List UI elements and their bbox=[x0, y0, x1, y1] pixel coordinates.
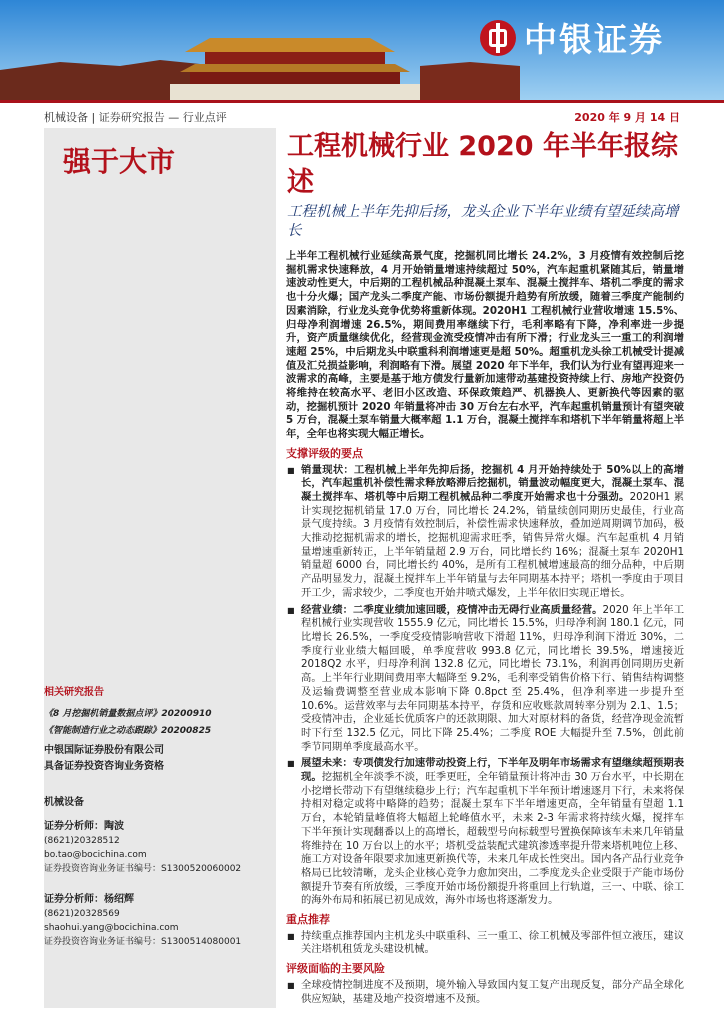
picks-text: 持续重点推荐国内主机龙头中联重科、三一重工、徐工机械及零部件恒立液压，建议关注塔机租赁龙头建设机械。 bbox=[301, 929, 684, 956]
risks-item bbox=[286, 979, 684, 1006]
analyst-name: 杨绍辉 bbox=[104, 894, 134, 905]
rating-label: 强于大市 bbox=[62, 145, 175, 178]
bullet-icon: ■ bbox=[287, 605, 295, 615]
risks-heading: 评级面临的主要风险 bbox=[286, 962, 385, 976]
bullet-icon: ■ bbox=[287, 759, 295, 769]
firm-qualification: 具备证券投资咨询业务资格 bbox=[44, 761, 164, 772]
analyst-cert: 证券投资咨询业务证书编号：S1300514080001 bbox=[44, 937, 242, 947]
bullet-icon: ■ bbox=[287, 931, 295, 941]
support-item-lead: 销量现状：工程机械上半年先抑后扬，挖掘机 4 月开始持续处于 50%以上的高增长，汽车起重机补偿性需求释放略滞后挖掘机，销量波动幅度更大，混凝土泵车、混凝土搅拌车、塔机等中后期工程机械品种二季度开始需求也十分强劲。 bbox=[301, 463, 684, 503]
main-content bbox=[286, 250, 684, 1009]
support-item bbox=[286, 464, 684, 601]
analyst-phone: (8621)20328569 bbox=[44, 909, 120, 919]
analyst-phone: (8621)20328512 bbox=[44, 836, 120, 846]
firm-info bbox=[44, 743, 276, 775]
industry-category: 机械设备 bbox=[44, 797, 84, 808]
support-item-body: 2020 年上半年工程机械行业实现营收 1555.9 亿元，同比增长 15.5%，归母净利润 180.1 亿元，同比增长 26.5%，一季度受疫情影响营收下滑超 11%，归母净利润下滑近 30%，二季度行业业绩大幅回暖，单季度营收 993.8 亿元，同比增长 39.5%，增速接近 2018Q2 水平，归母净利润 132.8 亿元，同比增长 73.1%，利润再创同期历史新高。上半年行业期间费用率大幅降至 9.2%，毛利率受销售价格下行、销售结构调整及运输费调整至营业成本影响下降 0.8pct 至 25.4%，但净利率进一步提升至 10.6%。运营效率与去年同期基本持平，存货和应收账款周转率分别为 2.1、1.5；受疫情冲击，企业延长优质客户的还款期限、加大对原材料的备货，经营净现金流暂时下行至 132.5 亿元，同比下降 25.4%；二季度 ROE 大幅提升至 7.5%，创此前季节同期单季度最高水平。 bbox=[301, 603, 684, 753]
analyst-block bbox=[44, 820, 276, 876]
analyst-name: 陶波 bbox=[104, 821, 124, 832]
bullet-icon: ■ bbox=[287, 980, 295, 990]
breadcrumb: 机械设备 | 证券研究报告 — 行业点评 bbox=[44, 111, 227, 124]
analyst-cert: 证券投资咨询业务证书编号：S1300520060002 bbox=[44, 864, 242, 874]
summary-paragraph: 上半年工程机械行业延续高景气度，挖掘机同比增长 24.2%，3 月疫情有效控制后挖掘机需求快速释放，4 月开始销量增速持续超过 50%，汽车起重机紧随其后，销量增速波动性更大，中后期的工程机械品种混凝土泵车、混凝土搅拌车、塔机二季度的需求也十分火爆；国产龙头二季度产能、市场份额提升趋势有所放缓，随着三季度产能制约因素消除，行业龙头竞争优势将重新体现。2020H1 工程机械行业营收增速 15.5%、归母净利润增速 26.5%，期间费用率继续下行，毛利率略有下降，净利率进一步提升，资产质量继续优化，经营现金流受疫情冲击有所下滑；行业龙头三一重工的利润增速超 25%，中后期龙头中联重科利润增速更是超 50%。超重机龙头徐工机械受计提减值及汇兑损益影响，利润略有下滑。展望 2020 年下半年，我们认为行业有望再迎来一波需求的高峰，主要是基于地方债发行量新加速带动基建投资持续上行、房地产投资仍将维持在较高水平、老旧小区改造、环保政策趋严、机器换人、更新换代等因素的驱动，挖掘机预计 2020 年销量将冲击 30 万台左右水平，汽车起重机销量预计有望突破 5 万台，混凝土泵车销量大概率超 1.1 万台，混凝土搅拌车和塔机下半年销量将超上半年，全年也将实现大幅正增长。 bbox=[286, 250, 684, 441]
bullet-icon: ■ bbox=[287, 465, 295, 475]
picks-item bbox=[286, 930, 684, 957]
analyst-block bbox=[44, 893, 276, 949]
support-item-lead: 经营业绩：二季度业绩加速回暖，疫情冲击无碍行业高质量经营。 bbox=[301, 603, 603, 616]
firm-name: 中银国际证券股份有限公司 bbox=[44, 745, 164, 756]
support-item-body: 挖掘机全年淡季不淡，旺季更旺，全年销量预计将冲击 30 万台水平，中长期在小挖增长带动下有望继续稳步上行；汽车起重机下半年预计增速逐月下行，未来将保持相对稳定或将中略降的趋势；混凝土泵车下半年增速更高，全年销量有望超 1.1 万台，本轮销量峰值将大幅超上轮峰值水平，未来 2-3 年需求将持续火爆，搅拌车下半年预计实现翻番以上的高增长，超载型号向标载型号置换保障该车未来几年销量将维持在 10 万台以上的水平；塔机受益装配式建筑渗透率提升带来塔机吨位上移、施工方对设备年限要求加速更新换代等，未来几年成长性突出。国内各产品行业竞争格局已比较清晰，龙头企业核心竞争力愈加突出，二季度龙头企业受限于产能市场份额提升节奏有所放缓，三季度开始市场份额提升将重回上行轨道，三一、中联、徐工的海外布局和拓展已初见成效，海外市场也将逐渐发力。 bbox=[301, 771, 684, 907]
related-report-link[interactable]: 《8 月挖掘机销量数据点评》20200910 bbox=[44, 709, 212, 719]
report-title: 工程机械行业 2020 年半年报综述 bbox=[287, 131, 678, 198]
brand-name: 中银证券 bbox=[524, 20, 664, 59]
bank-logo bbox=[480, 14, 664, 61]
support-item-body: 2020H1 累计实现挖掘机销量 17.0 万台，同比增长 24.2%，销量续创同期历史最佳，行业高景气度持续。3 月疫情有效控制后，补偿性需求快速释放，叠加逆周期调节加码，极大推动挖掘机需求的增长，挖掘机迎需求旺季，销售异常火爆。汽车起重机 4 月销量增速重新转正，上半年销量超 2.9 万台，同比增长约 16%；混凝土泵车 2020H1 销量超 6000 台，同比增长约 40%，是所有工程机械增速最高的细分品种，中后期产品明显发力，混凝土搅拌车上半年销量与去年同期基本持平；塔机一季度由于项目开工少，需求较少，二季度也开始井喷式爆发，上半年依旧实现正增长。 bbox=[301, 490, 684, 599]
risks-text: 全球疫情控制进度不及预期，境外输入导致国内复工复产出现反复，部分产品全球化供应短缺，基建及地产投资增速不及预。 bbox=[301, 978, 684, 1005]
analyst-role: 证券分析师： bbox=[44, 894, 104, 905]
related-reports bbox=[44, 683, 276, 740]
support-item bbox=[286, 604, 684, 755]
sidebar-panel bbox=[44, 128, 276, 1008]
header-banner bbox=[0, 0, 724, 100]
related-heading: 相关研究报告 bbox=[44, 687, 104, 698]
analyst-email[interactable]: bo.tao@bocichina.com bbox=[44, 850, 147, 860]
picks-heading: 重点推荐 bbox=[286, 913, 330, 927]
support-item-lead: 展望未来：专项债发行加速带动投资上行，下半年及明年市场需求有望继续超预期表现。 bbox=[301, 757, 684, 784]
analyst-email[interactable]: shaohui.yang@bocichina.com bbox=[44, 923, 179, 933]
report-header bbox=[44, 106, 680, 124]
report-date: 2020 年 9 月 14 日 bbox=[574, 111, 680, 124]
support-heading: 支撑评级的要点 bbox=[286, 446, 363, 460]
related-report-link[interactable]: 《智能制造行业之动态跟踪》20200825 bbox=[44, 726, 212, 736]
header-divider bbox=[0, 100, 724, 103]
report-subtitle: 工程机械上半年先抑后扬，龙头企业下半年业绩有望延续高增长 bbox=[287, 204, 679, 239]
boc-logo-icon bbox=[480, 20, 516, 56]
support-item bbox=[286, 757, 684, 908]
analyst-role: 证券分析师： bbox=[44, 821, 104, 832]
